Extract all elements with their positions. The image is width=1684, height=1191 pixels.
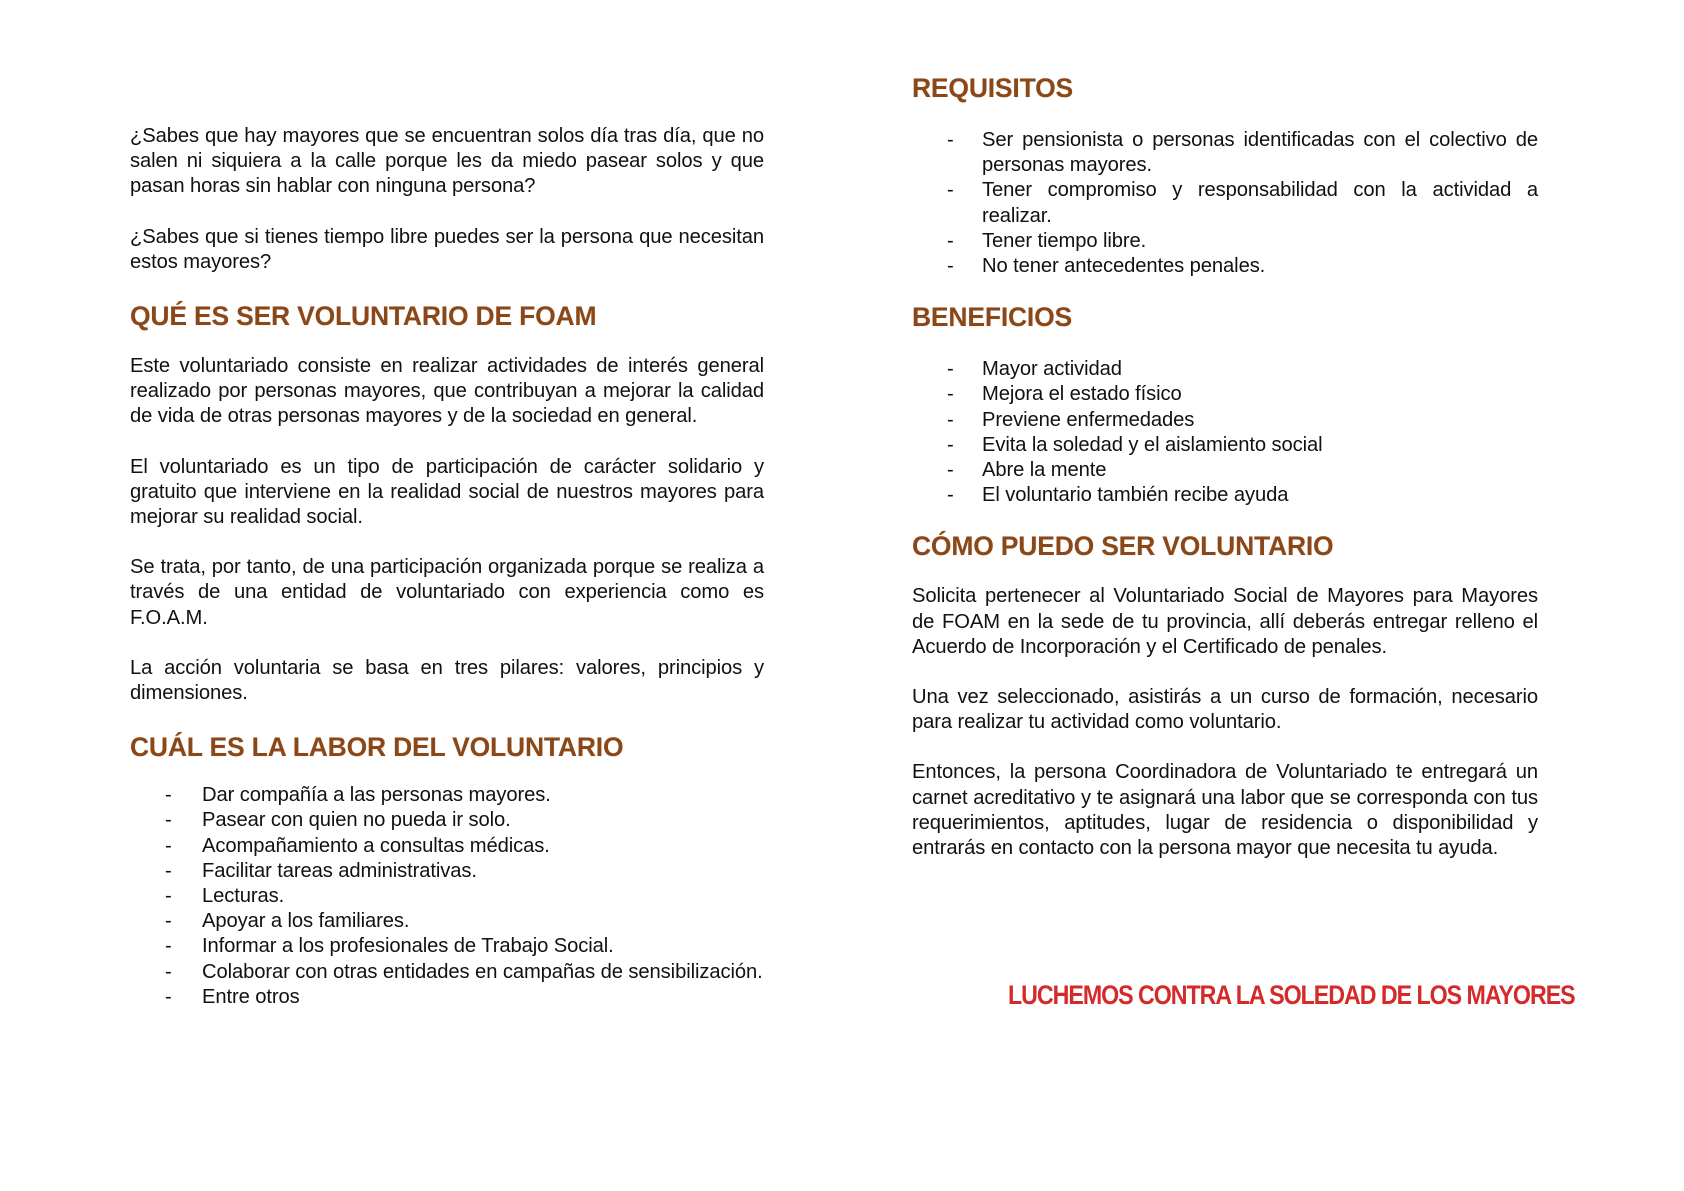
dash-bullet-icon: - [165,985,172,1008]
list-item-text: Pasear con quien no pueda ir solo. [202,809,511,832]
dash-bullet-icon: - [947,229,954,252]
list-item-text: Evita la soledad y el aislamiento social [982,433,1323,456]
como-paragraph: Entonces, la persona Coordinadora de Voluntariado te entregará un carnet acreditativo y te asignará una labor que se corresponda con tus requerimientos, aptitudes, lugar de residencia o disponibilidad y entrarás en contacto con la persona mayor que necesita tu ayuda. [912,761,1538,860]
como-paragraph: Solicita pertenecer al Voluntariado Social de Mayores para Mayores de FOAM en la sede de tu provincia, allí deberás entregar relleno el Acuerdo de Incorporación y el Certificado de penales. [912,585,1538,658]
dash-bullet-icon: - [165,960,172,983]
list-item [130,834,764,859]
list-item-text: Tener compromiso y responsabilidad con la actividad a realizar. [982,179,1538,227]
list-item-text: No tener antecedentes penales. [982,255,1266,278]
list-item [130,783,764,808]
list-item [912,433,1538,458]
dash-bullet-icon: - [947,383,954,406]
que-es-paragraph: Este voluntariado consiste en realizar actividades de interés general realizado por personas mayores, que contribuyan a mejorar la calidad de vida de otras personas mayores y de la sociedad en general. [130,355,764,428]
como-paragraph: Una vez seleccionado, asistirás a un curso de formación, necesario para realizar tu actividad como voluntario. [912,686,1538,734]
dash-bullet-icon: - [165,935,172,958]
list-item [912,229,1538,254]
labor-list [130,783,764,1010]
right-column [912,72,1538,886]
list-item [130,985,764,1010]
slogan: LUCHEMOS CONTRA LA SOLEDAD DE LOS MAYORES [1008,980,1575,1010]
list-item-text: Previene enfermedades [982,408,1195,431]
list-item-text: Acompañamiento a consultas médicas. [202,834,550,857]
intro-paragraph: ¿Sabes que si tienes tiempo libre puedes ser la persona que necesitan estos mayores? [130,225,764,273]
que-es-paragraph: El voluntariado es un tipo de participación de carácter solidario y gratuito que interviene en la realidad social de nuestros mayores para mejorar su realidad social. [130,455,764,529]
list-item [912,128,1538,178]
list-item-text: Mejora el estado físico [982,383,1182,406]
list-item-text: Facilitar tareas administrativas. [202,859,477,882]
dash-bullet-icon: - [165,784,172,807]
list-item-text: Tener tiempo libre. [982,229,1147,252]
dash-bullet-icon: - [165,910,172,933]
dash-bullet-icon: - [947,484,954,507]
list-item [912,178,1538,228]
list-item [912,408,1538,433]
list-item [130,934,764,959]
dash-bullet-icon: - [165,834,172,857]
list-item-text: Dar compañía a las personas mayores. [202,784,551,807]
dash-bullet-icon: - [947,433,954,456]
list-item [912,254,1538,279]
list-item [130,960,764,985]
dash-bullet-icon: - [165,809,172,832]
list-item [130,909,764,934]
left-column [130,124,764,1010]
list-item-text: Colaborar con otras entidades en campañas de sensibilización. [202,960,763,983]
requisitos-list [912,128,1538,279]
list-item-text: Informar a los profesionales de Trabajo Social. [202,935,614,958]
list-item [912,382,1538,407]
que-es-paragraph: La acción voluntaria se basa en tres pilares: valores, principios y dimensiones. [130,656,764,705]
dash-bullet-icon: - [947,358,954,381]
dash-bullet-icon: - [947,459,954,482]
list-item-text: Abre la mente [982,459,1107,482]
list-item-text: Entre otros [202,985,300,1008]
list-item-text: Mayor actividad [982,358,1122,381]
intro-paragraph: ¿Sabes que hay mayores que se encuentran solos día tras día, que no salen ni siquiera a la calle porque les da miedo pasear solos y que pasan horas sin hablar con ninguna persona? [130,125,764,198]
list-item [130,859,764,884]
section-title-requisitos: REQUISITOS [912,73,1073,103]
list-item [130,808,764,833]
dash-bullet-icon: - [947,255,954,278]
que-es-paragraph: Se trata, por tanto, de una participación organizada porque se realiza a través de una entidad de voluntariado con experiencia como es F.O.A.M. [130,556,764,629]
list-item-text: El voluntario también recibe ayuda [982,484,1289,507]
list-item [130,884,764,909]
list-item [912,458,1538,483]
list-item [912,357,1538,382]
section-title-labor: CUÁL ES LA LABOR DEL VOLUNTARIO [130,732,624,763]
beneficios-list [912,357,1538,508]
section-title-como: CÓMO PUEDO SER VOLUNTARIO [912,531,1334,562]
dash-bullet-icon: - [165,859,172,882]
dash-bullet-icon: - [165,885,172,908]
section-title-que-es: QUÉ ES SER VOLUNTARIO DE FOAM [130,301,597,332]
list-item-text: Apoyar a los familiares. [202,910,410,933]
section-title-beneficios: BENEFICIOS [912,302,1072,333]
dash-bullet-icon: - [947,408,954,431]
list-item-text: Ser pensionista o personas identificadas con el colectivo de personas mayores. [982,129,1538,177]
dash-bullet-icon: - [947,129,954,151]
list-item [912,483,1538,508]
dash-bullet-icon: - [947,179,954,202]
list-item-text: Lecturas. [202,885,285,908]
